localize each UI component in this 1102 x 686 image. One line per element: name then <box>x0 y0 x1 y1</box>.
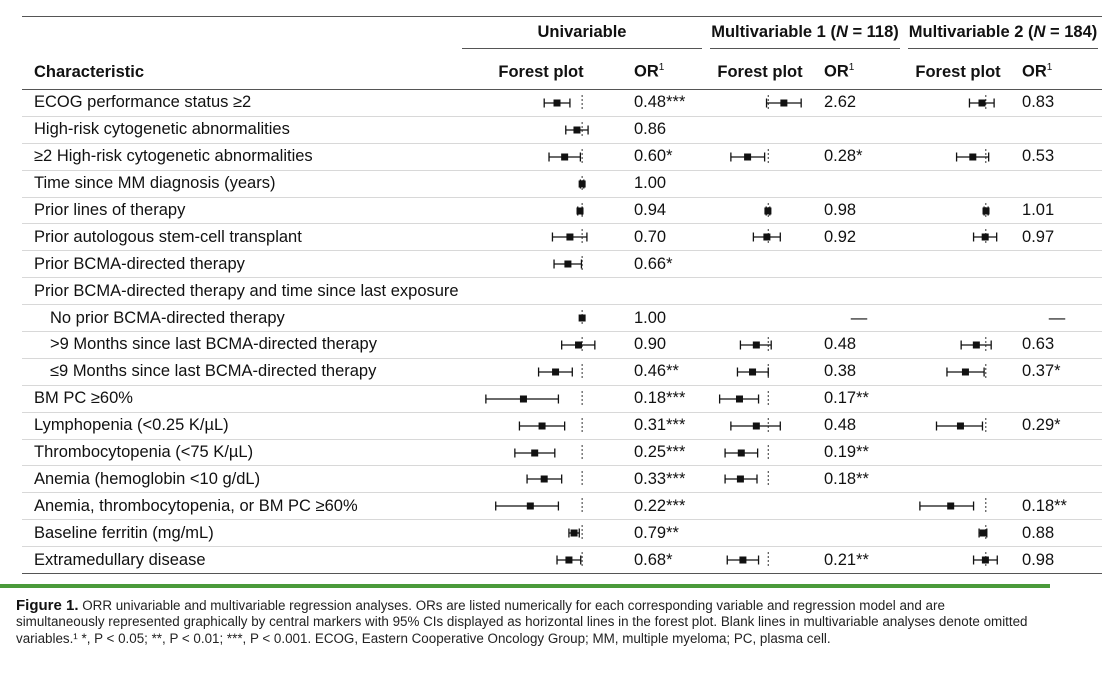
or-value-m1: 0.92 <box>814 224 904 251</box>
forest-plot-cell-m1 <box>706 305 814 332</box>
header-multivariable-2 <box>904 17 1102 56</box>
table-row <box>22 116 1102 143</box>
or-value-m1 <box>814 170 904 197</box>
row-label: Prior BCMA-directed therapy and time since last exposure <box>22 278 458 305</box>
point-estimate <box>780 99 787 106</box>
forest-plot-cell-m1 <box>706 197 814 224</box>
point-estimate <box>982 557 989 564</box>
forest-plot-cell-uni <box>458 224 624 251</box>
forest-plot-cell-uni <box>458 493 624 520</box>
forest-plot <box>706 548 814 572</box>
table-row <box>22 385 1102 412</box>
or-value-m2: 1.01 <box>1012 197 1102 224</box>
or-value-uni: 0.46** <box>624 358 706 385</box>
forest-plot <box>706 91 814 115</box>
point-estimate <box>564 261 571 268</box>
or-value-m1: 0.28* <box>814 143 904 170</box>
forest-plot <box>904 199 1012 223</box>
point-estimate <box>541 476 548 483</box>
or-value-uni: 0.25*** <box>624 439 706 466</box>
forest-plot <box>706 414 814 438</box>
point-estimate <box>763 234 770 241</box>
header-blank-cell <box>22 17 458 56</box>
header-forest-plot-mv1: Forest plot <box>706 55 814 90</box>
or-value-m1 <box>814 493 904 520</box>
header-mv2-suffix: = 184) <box>1045 23 1098 41</box>
point-estimate <box>753 341 760 348</box>
header-mv2-n: N <box>1033 23 1046 41</box>
forest-plot-cell-uni <box>458 385 624 412</box>
header-forest-plot-mv2: Forest plot <box>904 55 1012 90</box>
or-value-m1 <box>814 520 904 547</box>
or-value-m1: 0.98 <box>814 197 904 224</box>
row-label: High-risk cytogenetic abnormalities <box>22 116 458 143</box>
row-label: Lymphopenia (<0.25 K/µL) <box>22 412 458 439</box>
point-estimate <box>565 557 572 564</box>
row-label: ECOG performance status ≥2 <box>22 90 458 117</box>
point-estimate <box>749 368 756 375</box>
forest-plot-cell-m1 <box>706 520 814 547</box>
header-mv1-suffix: = 118) <box>847 23 899 41</box>
point-estimate <box>982 234 989 241</box>
or-value-m2 <box>1012 466 1102 493</box>
or-value-m1: 0.17** <box>814 385 904 412</box>
forest-plot <box>904 145 1012 169</box>
row-label: Baseline ferritin (mg/mL) <box>22 520 458 547</box>
forest-plot <box>458 548 624 572</box>
or-value-uni: 0.94 <box>624 197 706 224</box>
table-row <box>22 251 1102 278</box>
forest-plot <box>458 387 624 411</box>
forest-plot <box>706 199 814 223</box>
forest-plot-cell-uni <box>458 439 624 466</box>
forest-plot-cell-uni <box>458 143 624 170</box>
forest-plot-cell-m1 <box>706 439 814 466</box>
or-value-m2: 0.53 <box>1012 143 1102 170</box>
header-or-uni-text: OR <box>634 62 659 81</box>
forest-plot-cell-m1 <box>706 170 814 197</box>
or-value-uni: 0.48*** <box>624 90 706 117</box>
forest-plot <box>458 225 624 249</box>
point-estimate <box>520 395 527 402</box>
point-estimate <box>561 153 568 160</box>
header-or-mv2 <box>1012 55 1102 90</box>
point-estimate <box>980 530 987 537</box>
forest-plot-cell-uni <box>458 466 624 493</box>
header-multivariable-1 <box>706 17 904 56</box>
forest-plot-cell-m1 <box>706 116 814 143</box>
or-value-uni: 0.33*** <box>624 466 706 493</box>
point-estimate <box>736 395 743 402</box>
or-value-uni: 0.68* <box>624 547 706 574</box>
header-mv1-n: N <box>835 23 848 41</box>
table-body <box>22 90 1102 574</box>
forest-plot <box>458 118 624 142</box>
or-value-m2 <box>1012 251 1102 278</box>
or-value-uni: 0.70 <box>624 224 706 251</box>
forest-plot-cell-m1 <box>706 332 814 359</box>
caption-divider <box>0 584 1050 588</box>
forest-plot <box>458 145 624 169</box>
or-value-m2: 0.97 <box>1012 224 1102 251</box>
point-estimate <box>527 503 534 510</box>
or-value-m2: 0.18** <box>1012 493 1102 520</box>
forest-plot-cell-uni <box>458 116 624 143</box>
forest-plot <box>458 91 624 115</box>
forest-plot <box>904 521 1012 545</box>
forest-plot-cell-uni <box>458 197 624 224</box>
header-or-mv1-sup: 1 <box>848 62 855 74</box>
point-estimate <box>566 234 573 241</box>
row-label: ≥2 High-risk cytogenetic abnormalities <box>22 143 458 170</box>
forest-plot <box>904 414 1012 438</box>
point-estimate <box>539 422 546 429</box>
or-value-m1 <box>814 278 904 305</box>
or-value-m1: 2.62 <box>814 90 904 117</box>
forest-plot-cell-m2 <box>904 466 1012 493</box>
point-estimate <box>579 315 586 322</box>
forest-plot <box>706 225 814 249</box>
header-or-uni-sup: 1 <box>658 62 665 74</box>
or-value-m1: 0.21** <box>814 547 904 574</box>
table-row <box>22 412 1102 439</box>
forest-plot-cell-uni <box>458 412 624 439</box>
row-label: BM PC ≥60% <box>22 385 458 412</box>
or-value-m1: — <box>814 305 904 332</box>
forest-plot <box>706 360 814 384</box>
point-estimate <box>554 99 561 106</box>
forest-plot-cell-m2 <box>904 278 1012 305</box>
row-label: Extramedullary disease <box>22 547 458 574</box>
forest-plot-cell-m2 <box>904 90 1012 117</box>
header-or-mv1-text: OR <box>824 62 849 81</box>
forest-plot <box>904 333 1012 357</box>
or-value-uni <box>624 278 706 305</box>
or-value-m2 <box>1012 439 1102 466</box>
forest-plot-cell-m2 <box>904 116 1012 143</box>
forest-plot <box>458 467 624 491</box>
point-estimate <box>738 449 745 456</box>
or-value-m1: 0.19** <box>814 439 904 466</box>
table-row <box>22 197 1102 224</box>
table-row <box>22 278 1102 305</box>
header-or-mv2-text: OR <box>1022 62 1047 81</box>
header-univariable <box>458 17 706 56</box>
point-estimate <box>575 341 582 348</box>
forest-plot <box>706 441 814 465</box>
or-value-uni: 0.90 <box>624 332 706 359</box>
header-forest-plot-uni: Forest plot <box>458 55 624 90</box>
point-estimate <box>753 422 760 429</box>
header-univariable-label: Univariable <box>462 23 702 49</box>
table-row <box>22 332 1102 359</box>
forest-plot-cell-m2 <box>904 332 1012 359</box>
table-row <box>22 520 1102 547</box>
or-value-m2 <box>1012 116 1102 143</box>
table-row <box>22 143 1102 170</box>
point-estimate <box>947 503 954 510</box>
forest-plot <box>458 441 624 465</box>
row-label: >9 Months since last BCMA-directed therapy <box>22 332 458 359</box>
forest-plot-cell-m2 <box>904 520 1012 547</box>
row-label: Prior lines of therapy <box>22 197 458 224</box>
point-estimate <box>962 368 969 375</box>
or-value-uni: 0.60* <box>624 143 706 170</box>
forest-plot-cell-m1 <box>706 412 814 439</box>
forest-plot-cell-m1 <box>706 358 814 385</box>
figure-label: Figure 1. <box>16 597 79 614</box>
header-multivariable-1-label <box>710 23 900 49</box>
forest-plot <box>706 145 814 169</box>
forest-plot <box>458 199 624 223</box>
or-value-m2: 0.88 <box>1012 520 1102 547</box>
point-estimate <box>764 207 771 214</box>
forest-plot-cell-m2 <box>904 412 1012 439</box>
or-value-m2 <box>1012 170 1102 197</box>
header-group-row <box>22 17 1102 56</box>
point-estimate <box>744 153 751 160</box>
forest-plot <box>904 360 1012 384</box>
forest-plot-cell-m1 <box>706 385 814 412</box>
or-value-uni: 0.86 <box>624 116 706 143</box>
table-row <box>22 170 1102 197</box>
point-estimate <box>983 207 990 214</box>
or-value-uni: 0.18*** <box>624 385 706 412</box>
point-estimate <box>552 368 559 375</box>
forest-plot-cell-m1 <box>706 224 814 251</box>
row-label: Time since MM diagnosis (years) <box>22 170 458 197</box>
forest-plot-cell-m2 <box>904 143 1012 170</box>
or-value-m1: 0.48 <box>814 412 904 439</box>
forest-plot-cell-m2 <box>904 493 1012 520</box>
forest-plot <box>458 172 624 196</box>
point-estimate <box>531 449 538 456</box>
or-value-uni: 0.79** <box>624 520 706 547</box>
point-estimate <box>739 557 746 564</box>
forest-plot-cell-uni <box>458 170 624 197</box>
or-value-m1: 0.48 <box>814 332 904 359</box>
row-label: Prior BCMA-directed therapy <box>22 251 458 278</box>
or-value-m1 <box>814 116 904 143</box>
point-estimate <box>969 153 976 160</box>
row-label: Anemia (hemoglobin <10 g/dL) <box>22 466 458 493</box>
forest-plot-cell-m2 <box>904 170 1012 197</box>
forest-plot-cell-m1 <box>706 466 814 493</box>
forest-plot <box>904 91 1012 115</box>
or-value-m2: 0.63 <box>1012 332 1102 359</box>
or-value-m2: 0.29* <box>1012 412 1102 439</box>
table-row <box>22 358 1102 385</box>
regression-table <box>22 16 1102 574</box>
table-row <box>22 305 1102 332</box>
header-mv2-prefix: Multivariable 2 ( <box>908 23 1034 41</box>
forest-plot <box>706 467 814 491</box>
forest-plot <box>458 252 624 276</box>
point-estimate <box>573 126 580 133</box>
row-label: Anemia, thrombocytopenia, or BM PC ≥60% <box>22 493 458 520</box>
forest-plot <box>458 521 624 545</box>
header-or-mv2-sup: 1 <box>1046 62 1053 74</box>
point-estimate <box>577 207 584 214</box>
forest-plot-cell-m2 <box>904 385 1012 412</box>
point-estimate <box>957 422 964 429</box>
forest-plot-cell-m1 <box>706 90 814 117</box>
header-mv1-prefix: Multivariable 1 ( <box>711 23 836 41</box>
regression-table-container <box>22 16 1098 574</box>
or-value-m2: — <box>1012 305 1102 332</box>
header-or-mv1 <box>814 55 904 90</box>
forest-plot <box>706 333 814 357</box>
table-row <box>22 493 1102 520</box>
row-label: Thrombocytopenia (<75 K/µL) <box>22 439 458 466</box>
point-estimate <box>571 530 578 537</box>
header-or-uni <box>624 55 706 90</box>
forest-plot <box>706 387 814 411</box>
table-row <box>22 466 1102 493</box>
forest-plot-cell-uni <box>458 332 624 359</box>
forest-plot-cell-m1 <box>706 143 814 170</box>
forest-plot <box>458 306 624 330</box>
forest-plot-cell-uni <box>458 547 624 574</box>
forest-plot-cell-m2 <box>904 251 1012 278</box>
or-value-uni: 1.00 <box>624 170 706 197</box>
or-value-m1: 0.38 <box>814 358 904 385</box>
table-row <box>22 439 1102 466</box>
point-estimate <box>737 476 744 483</box>
forest-plot <box>458 494 624 518</box>
row-label: ≤9 Months since last BCMA-directed therapy <box>22 358 458 385</box>
row-label: No prior BCMA-directed therapy <box>22 305 458 332</box>
forest-plot-cell-uni <box>458 305 624 332</box>
or-value-uni: 1.00 <box>624 305 706 332</box>
forest-plot <box>458 414 624 438</box>
forest-plot-cell-uni <box>458 520 624 547</box>
forest-plot-cell-uni <box>458 358 624 385</box>
forest-plot-cell-uni <box>458 278 624 305</box>
forest-plot-cell-m1 <box>706 251 814 278</box>
or-value-m2: 0.98 <box>1012 547 1102 574</box>
or-value-m2 <box>1012 385 1102 412</box>
point-estimate <box>973 341 980 348</box>
figure-caption-text: ORR univariable and multivariable regression analyses. ORs are listed numerically for each corresponding variable and regression model and are simultaneously represented graphically by central markers with 95% CIs displayed as horizontal lines in the forest plot. Blank lines in multivariable analyses denote omitted variables.¹ *, P < 0.05; **, P < 0.01; ***, P < 0.001. ECOG, Eastern Cooperative Oncology Group; MM, multiple myeloma; PC, plasma cell. <box>16 598 1028 646</box>
forest-plot-cell-m1 <box>706 547 814 574</box>
forest-plot-cell-m2 <box>904 305 1012 332</box>
forest-plot-cell-m1 <box>706 278 814 305</box>
point-estimate <box>979 99 986 106</box>
forest-plot-cell-uni <box>458 251 624 278</box>
forest-plot-cell-m2 <box>904 547 1012 574</box>
or-value-m2: 0.83 <box>1012 90 1102 117</box>
or-value-uni: 0.31*** <box>624 412 706 439</box>
figure-caption <box>16 598 1030 647</box>
table-row <box>22 90 1102 117</box>
header-column-row <box>22 55 1102 90</box>
header-characteristic: Characteristic <box>22 55 458 90</box>
forest-plot <box>904 225 1012 249</box>
forest-plot <box>904 548 1012 572</box>
forest-plot-cell-m2 <box>904 197 1012 224</box>
or-value-m2 <box>1012 278 1102 305</box>
point-estimate <box>579 180 586 187</box>
forest-plot <box>458 333 624 357</box>
forest-plot <box>904 494 1012 518</box>
forest-plot <box>458 360 624 384</box>
forest-plot-cell-m2 <box>904 224 1012 251</box>
or-value-uni: 0.22*** <box>624 493 706 520</box>
table-row <box>22 547 1102 574</box>
row-label: Prior autologous stem-cell transplant <box>22 224 458 251</box>
forest-plot-cell-m2 <box>904 358 1012 385</box>
or-value-uni: 0.66* <box>624 251 706 278</box>
or-value-m2: 0.37* <box>1012 358 1102 385</box>
forest-plot-cell-m2 <box>904 439 1012 466</box>
table-row <box>22 224 1102 251</box>
or-value-m1: 0.18** <box>814 466 904 493</box>
header-multivariable-2-label <box>908 23 1098 49</box>
forest-plot-cell-uni <box>458 90 624 117</box>
forest-plot-cell-m1 <box>706 493 814 520</box>
or-value-m1 <box>814 251 904 278</box>
